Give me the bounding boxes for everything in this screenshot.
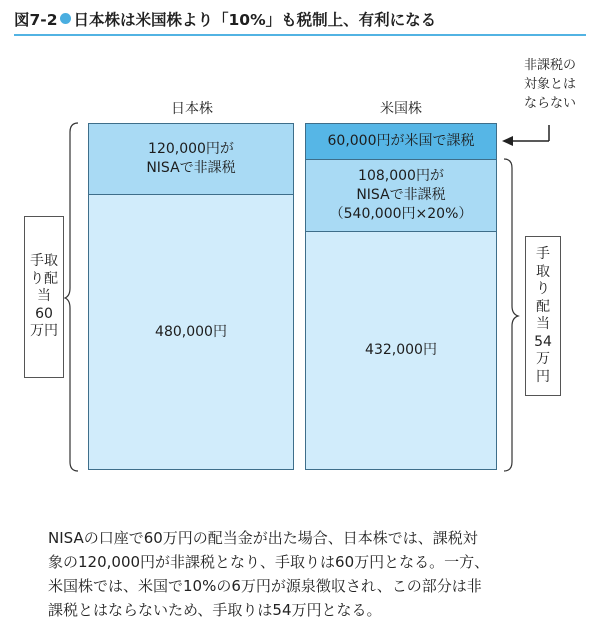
us-tax-free-formula: （540,000円×20%） [329, 205, 473, 222]
right-total-label [525, 236, 561, 396]
title-dot-icon [60, 13, 71, 24]
caption [48, 526, 580, 622]
left-total-text: 手取り配当60万円 [30, 253, 58, 340]
japan-base-amount: 480,000円 [155, 323, 227, 340]
note-line-2: 対象とは [523, 77, 576, 92]
figure-title [14, 8, 436, 30]
caption-line-3: 米国株では、米国で10%の6万円が源泉徴収され、この部分は非 [48, 577, 482, 595]
brace-right-icon [500, 158, 522, 472]
japan-tax-free-amount: 120,000円が [148, 141, 234, 158]
title-underline [14, 34, 586, 36]
us-taxed-block [305, 123, 497, 160]
note-not-tax-free [507, 56, 593, 113]
us-base-block [305, 231, 497, 470]
japan-tax-free-block [88, 123, 294, 195]
caption-line-4: 課税とはならないため、手取りは54万円となる。 [48, 601, 382, 619]
column-label-japan: 日本株 [171, 101, 213, 117]
us-base-amount: 432,000円 [365, 342, 437, 359]
note-line-1: 非課税の [523, 58, 576, 73]
figure-title-text: 日本株は米国株より「10%」も税制上、有利になる [73, 11, 437, 29]
column-label-us: 米国株 [380, 101, 422, 117]
us-taxed-label: 60,000円が米国で課税 [327, 133, 475, 150]
caption-line-2: 象の120,000円が非課税となり、手取りは60万円となる。一方、 [48, 553, 490, 571]
figure-number: 図7‑2 [14, 11, 58, 29]
caption-line-1: NISAの口座で60万円の配当金が出た場合、日本株では、課税対 [48, 529, 478, 547]
japan-base-block [88, 194, 294, 470]
brace-left-icon [64, 122, 86, 472]
us-tax-free-amount: 108,000円が [358, 168, 444, 185]
japan-tax-free-label: NISAで非課税 [146, 160, 236, 176]
arrow-left-icon [500, 124, 552, 156]
us-tax-free-block [305, 159, 497, 232]
us-tax-free-label: NISAで非課税 [356, 187, 446, 204]
note-line-3: ならない [523, 96, 576, 111]
right-total-text: 手取り配当54万円 [534, 246, 552, 385]
left-total-label [24, 216, 64, 378]
